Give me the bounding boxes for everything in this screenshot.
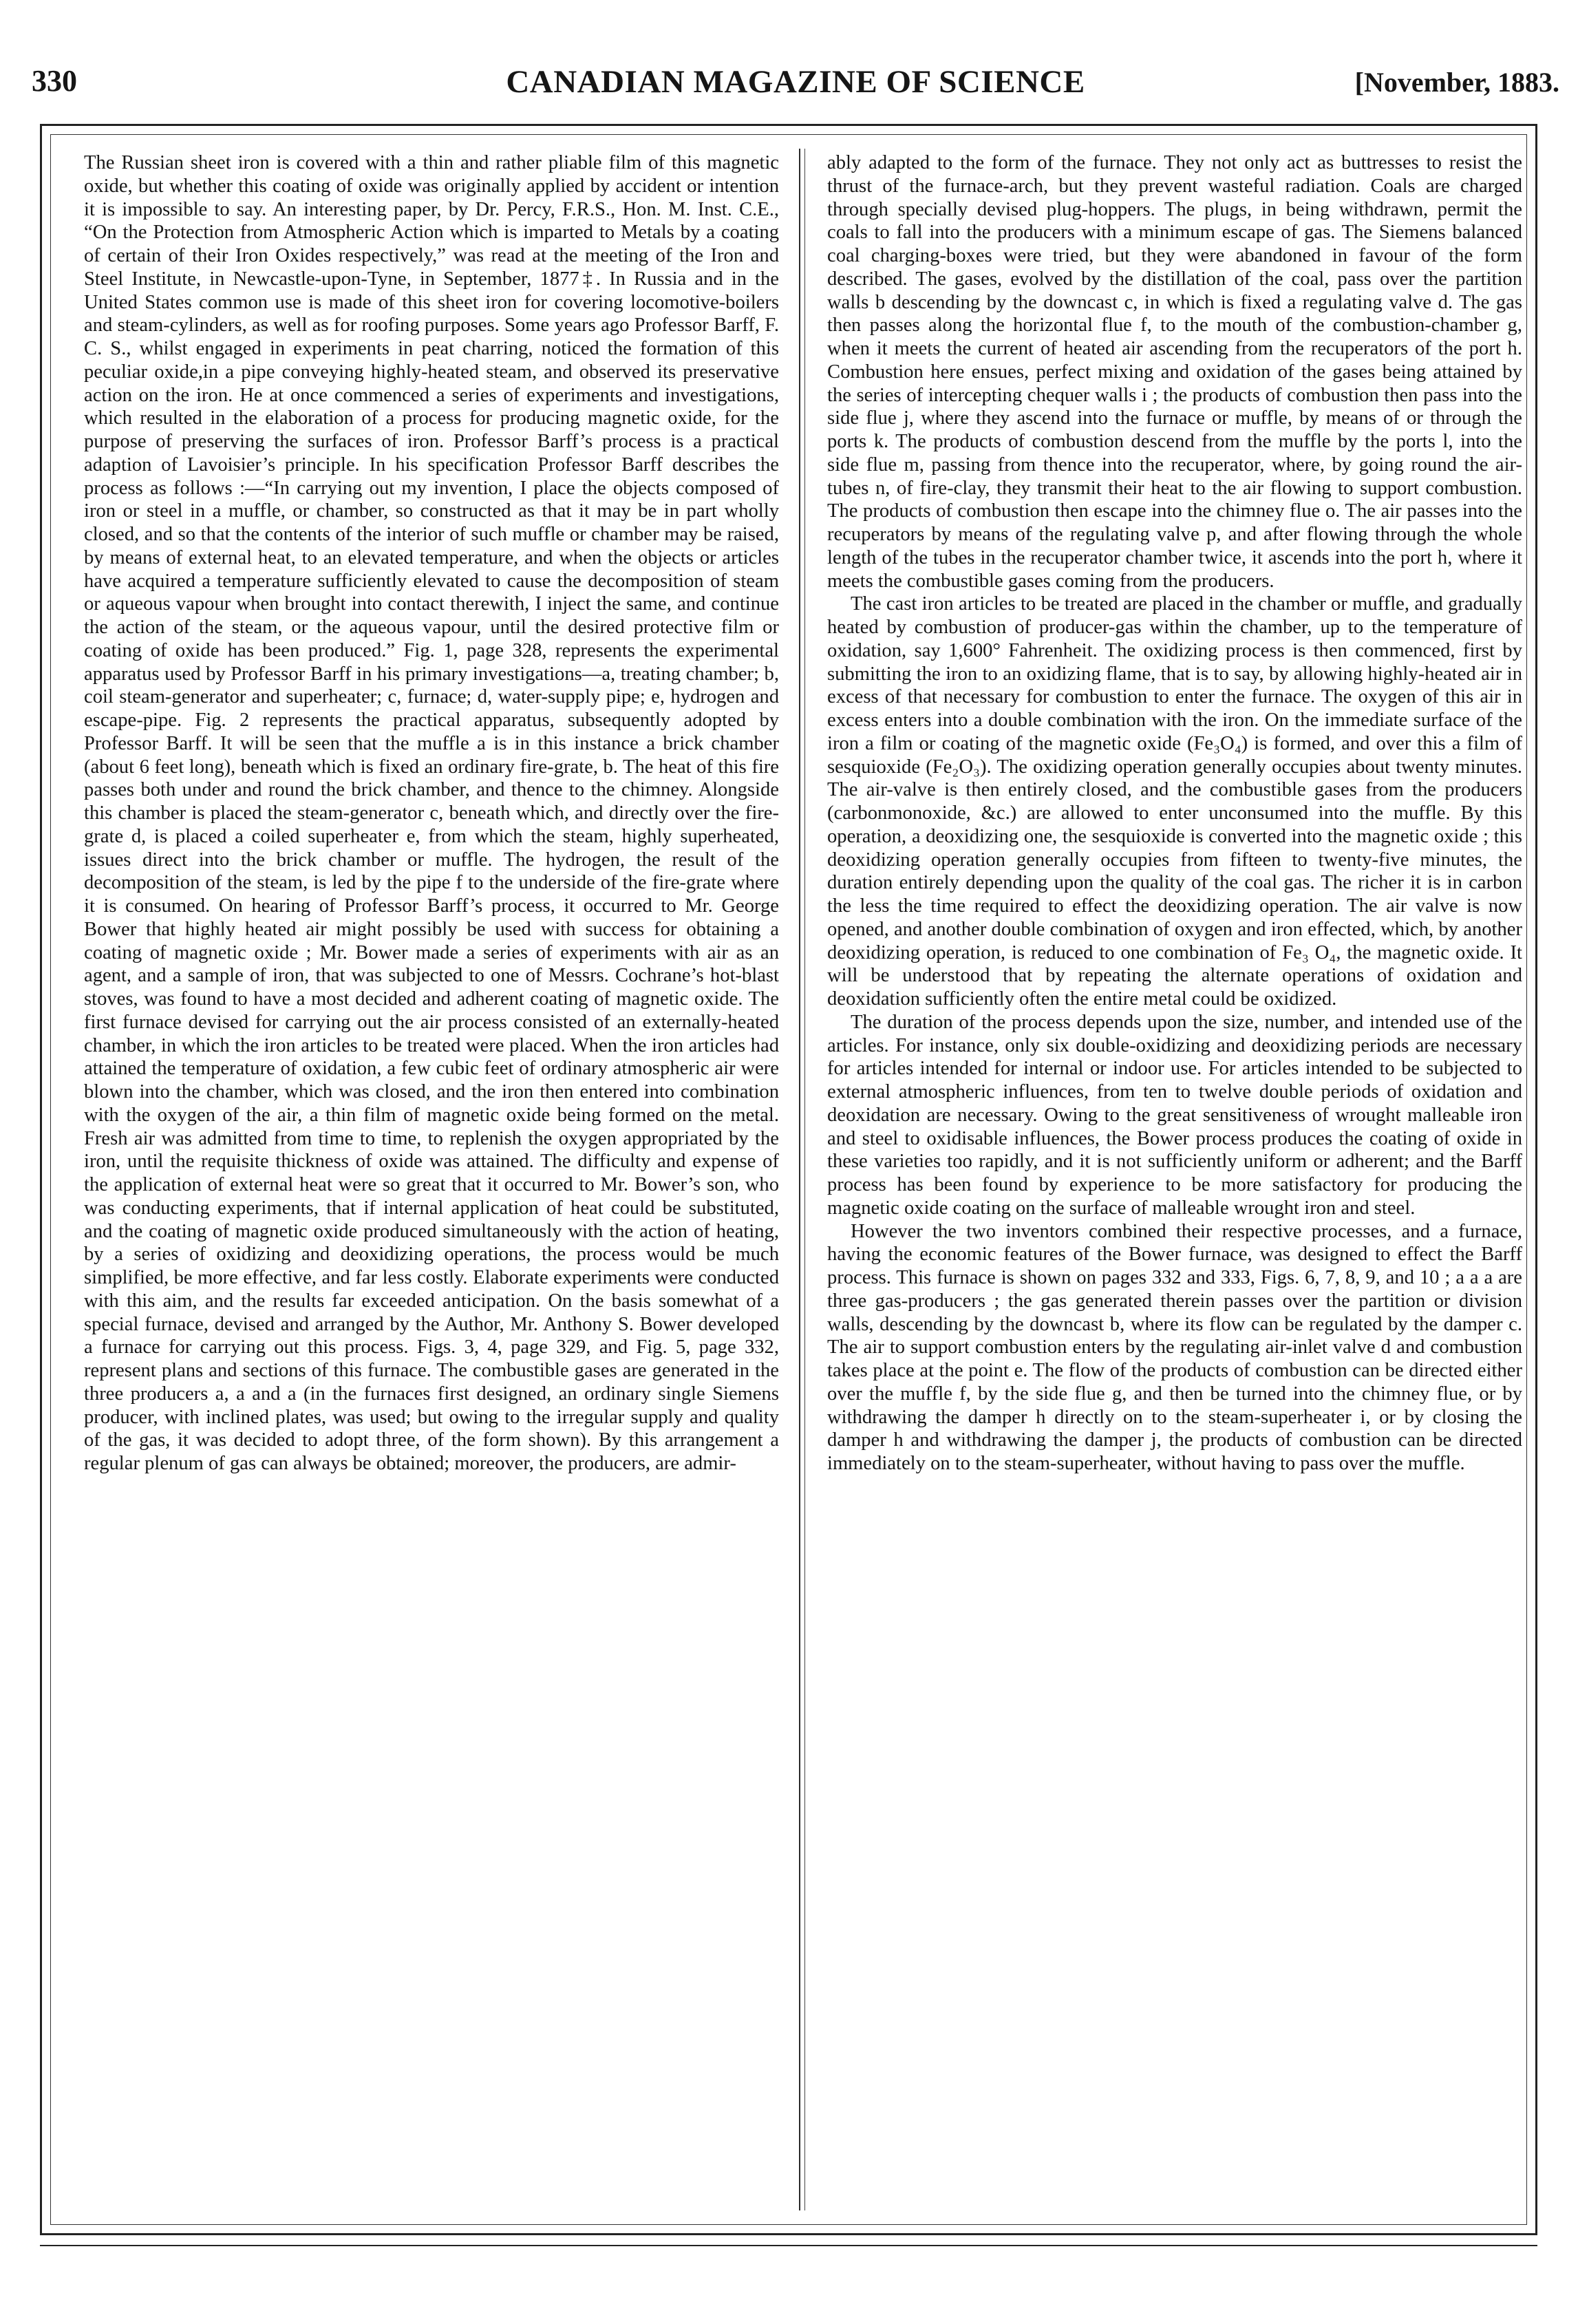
right-column: [827, 151, 1522, 1475]
bottom-rule: [40, 2245, 1537, 2246]
paragraph: ably adapted to the form of the furnace. They not only act as buttresses to resist the thrust of the furnace-arch, but they prevent wasteful radiation. Coals are charged through specially devised plug-hoppers. The plugs, in being withdrawn, permit the coals to fall into the producers with a minimum escape of gas. The Siemens balanced coal charging-boxes were tried, but they were abandoned in favour of the form described. The gases, evolved by the distillation of the coal, pass over the partition walls b descending by the downcast c, in which is fixed a regulating valve d. The gas then passes along the horizontal flue f, to the mouth of the combustion-chamber g, when it meets the current of heated air ascending from the recuperators of the port h. Combustion here ensues, perfect mixing and oxidation of the gases being attained by the series of intercepting chequer walls i ; the products of combustion then pass into the side flue j, where they ascend into the furnace or muffle, by means of or through the ports k. The products of combustion descend from the muffle by the ports l, into the side flue m, passing from thence into the recuperator, where, by going round the air-tubes n, of fire-clay, they transmit their heat to the air flowing to support combustion. The products of combustion then escape into the chimney flue o. The air passes into the recuperators by means of the regulating valve p, and after flowing through the whole length of the tubes in the recuperator chamber twice, it ascends into the port h, where it meets the combustible gases coming from the producers.: [827, 152, 1522, 592]
issue-date: [November, 1883.: [1354, 67, 1559, 98]
page-header: [32, 63, 1559, 105]
journal-title: CANADIAN MAGAZINE OF SCIENCE: [506, 64, 1085, 100]
paragraph: The cast iron articles to be treated are placed in the chamber or muffle, and gradually heated by combustion of producer-gas within the chamber, up to the temperature of oxidation, say 1,600° Fahrenheit. The oxidizing process is then commenced, first by submitting the iron to an oxidizing flame, that is to say, by allowing highly-heated air in excess of that necessary for combustion to enter the furnace. The oxygen of this air in excess enters into a double combination with the iron. On the immediate surface of the iron a film or coating of the magnetic oxide (Fe₃O₄) is formed, and over this a film of sesquioxide (Fe₂O₃). The oxidizing operation generally occupies about twenty minutes. The air-valve is then entirely closed, and the combustible gases from the producers (carbonmonoxide, &c.) are allowed to enter unconsumed into the muffle. By this operation, a deoxidizing one, the sesquioxide is converted into the magnetic oxide ; this deoxidizing operation generally occupies from fifteen to twenty-five minutes, the duration entirely depending upon the quality of the coal gas. The richer it is in carbon the less the time required to effect the deoxidizing operation. The air valve is now opened, and another double combination of oxygen and iron effected, which, by another deoxidizing operation, is reduced to one combination of Fe₃ O₄, the magnetic oxide. It will be understood that by repeating the alternate operations of oxidation and deoxidation sufficiently often the entire metal could be oxidized.: [827, 593, 1522, 1010]
column-divider: [799, 149, 800, 2210]
article-frame-inner: [50, 134, 1527, 2225]
page-number: 330: [32, 64, 77, 98]
paragraph: The duration of the process depends upon the size, number, and intended use of the articles. For instance, only six double-oxidizing and deoxidizing periods are necessary for articles intended for internal or indoor use. For articles intended to be subjected to external atmospheric influences, from ten to twelve double periods of oxidation and deoxidation are necessary. Owing to the great sensitiveness of wrought malleable iron and steel to oxidisable influences, the Bower process produces the coating of oxide in these varieties too rapidly, and it is not sufficiently uniform or adherent; and the Barff process has been found by experience to be more satisfactory for producing the magnetic oxide coating on the surface of malleable wrought iron and steel.: [827, 1011, 1522, 1219]
paragraph: However the two inventors combined their respective processes, and a furnace, having the economic features of the Bower furnace, was designed to effect the Barff process. This furnace is shown on pages 332 and 333, Figs. 6, 7, 8, 9, and 10 ; a a a are three gas-producers ; the gas generated therein passes over the partition or division walls, descending by the downcast b, where its flow can be regulated by the damper c. The air to support combustion enters by the regulating air-inlet valve d and combustion takes place at the point e. The flow of the products of combustion can be directed either over the muffle f, by the side flue g, and then be turned into the chimney flue, or by withdrawing the damper h directly on to the steam-superheater i, or by closing the damper h and withdrawing the damper j, the products of combustion can be directed immediately on to the steam-superheater, without having to pass over the muffle.: [827, 1220, 1522, 1474]
paragraph: The Russian sheet iron is covered with a thin and rather pliable film of this magnetic oxide, but whether this coating of oxide was originally applied by accident or intention it is impossible to say. An interesting paper, by Dr. Percy, F.R.S., Hon. M. Inst. C.E., “On the Protection from Atmospheric Action which is imparted to Metals by a coating of certain of their Iron Oxides respectively,” was read at the meeting of the Iron and Steel Institute, in Newcastle-upon-Tyne, in September, 1877‡. In Russia and in the United States common use is made of this sheet iron for covering locomotive-boilers and steam-cylinders, as well as for roofing purposes. Some years ago Professor Barff, F. C. S., whilst engaged in experiments in peat charring, noticed the formation of this peculiar oxide,in a pipe conveying highly-heated steam, and observed its preservative action on the iron. He at once commenced a series of experiments and investigations, which resulted in the elaboration of a process for producing magnetic oxide, for the purpose of preserving the surfaces of iron. Professor Barff’s process is a practical adaption of Lavoisier’s principle. In his specification Professor Barff describes the process as follows :—“In carrying out my invention, I place the objects composed of iron or steel in a muffle, or chamber, so constructed as that it may be in part wholly closed, and so that the contents of the interior of such muffle or chamber may be raised, by means of external heat, to an elevated temperature, and when the objects or articles have acquired a temperature sufficiently elevated to cause the decomposition of steam or aqueous vapour when brought into contact therewith, I inject the same, and continue the action of the steam, or the aqueous vapour, until the desired protective film or coating of oxide has been produced.” Fig. 1, page 328, represents the experimental apparatus used by Professor Barff in his primary investigations—a, treating chamber; b, coil steam-generator and superheater; c, furnace; d, water-supply pipe; e, hydrogen and escape-pipe. Fig. 2 represents the practical apparatus, subsequently adopted by Professor Barff. It will be seen that the muffle a is in this instance a brick chamber (about 6 feet long), beneath which is fixed an ordinary fire-grate, b. The heat of this fire passes both under and round the brick chamber, and thence to the chimney. Alongside this chamber is placed the steam-generator c, beneath which, and directly over the fire-grate d, is placed a coiled superheater e, from which the steam, highly superheated, issues direct into the brick chamber or muffle. The hydrogen, the result of the decomposition of the steam, is led by the pipe f to the underside of the fire-grate where it is consumed. On hearing of Professor Barff’s process, it occurred to Mr. George Bower that highly heated air might possibly be used with success for obtaining a coating of magnetic oxide ; Mr. Bower made a series of experiments with air as an agent, and a sample of iron, that was subjected to one of Messrs. Cochrane’s hot-blast stoves, was found to have a most decided and adherent coating of magnetic oxide. The first furnace devised for carrying out the air process consisted of an externally-heated chamber, in which the iron articles to be treated were placed. When the iron articles had attained the temperature of oxidation, a few cubic feet of ordinary atmospheric air were blown into the chamber, which was closed, and the iron then entered into combination with the oxygen of the air, a thin film of magnetic oxide being formed on the metal. Fresh air was admitted from time to time, to replenish the oxygen appropriated by the iron, until the requisite thickness of oxide was attained. The difficulty and expense of the application of external heat were so great that it occurred to Mr. Bower’s son, who was conducting experiments, that if internal application of heat could be substituted, and the coating of magnetic oxide produced simultaneously with the action of heating, by a series of oxidizing and deoxidizing operations, the process would be much simplified, be more effective, and far less costly. Elaborate experiments were conducted with this aim, and the results far exceeded anticipation. On the basis somewhat of a special furnace, devised and arranged by the Author, Mr. Anthony S. Bower developed a furnace for carrying out this process. Figs. 3, 4, page 329, and Fig. 5, page 332, represent plans and sections of this furnace. The combustible gases are generated in the three producers a, a and a (in the furnaces first designed, an ordinary single Siemens producer, with inclined plates, was used; but owing to the irregular supply and quality of the gas, it was decided to adopt three, of the form shown). By this arrangement a regular plenum of gas can always be obtained; moreover, the producers, are admir-: [84, 152, 779, 1474]
left-column: [84, 151, 779, 1475]
article-frame: [40, 124, 1537, 2235]
